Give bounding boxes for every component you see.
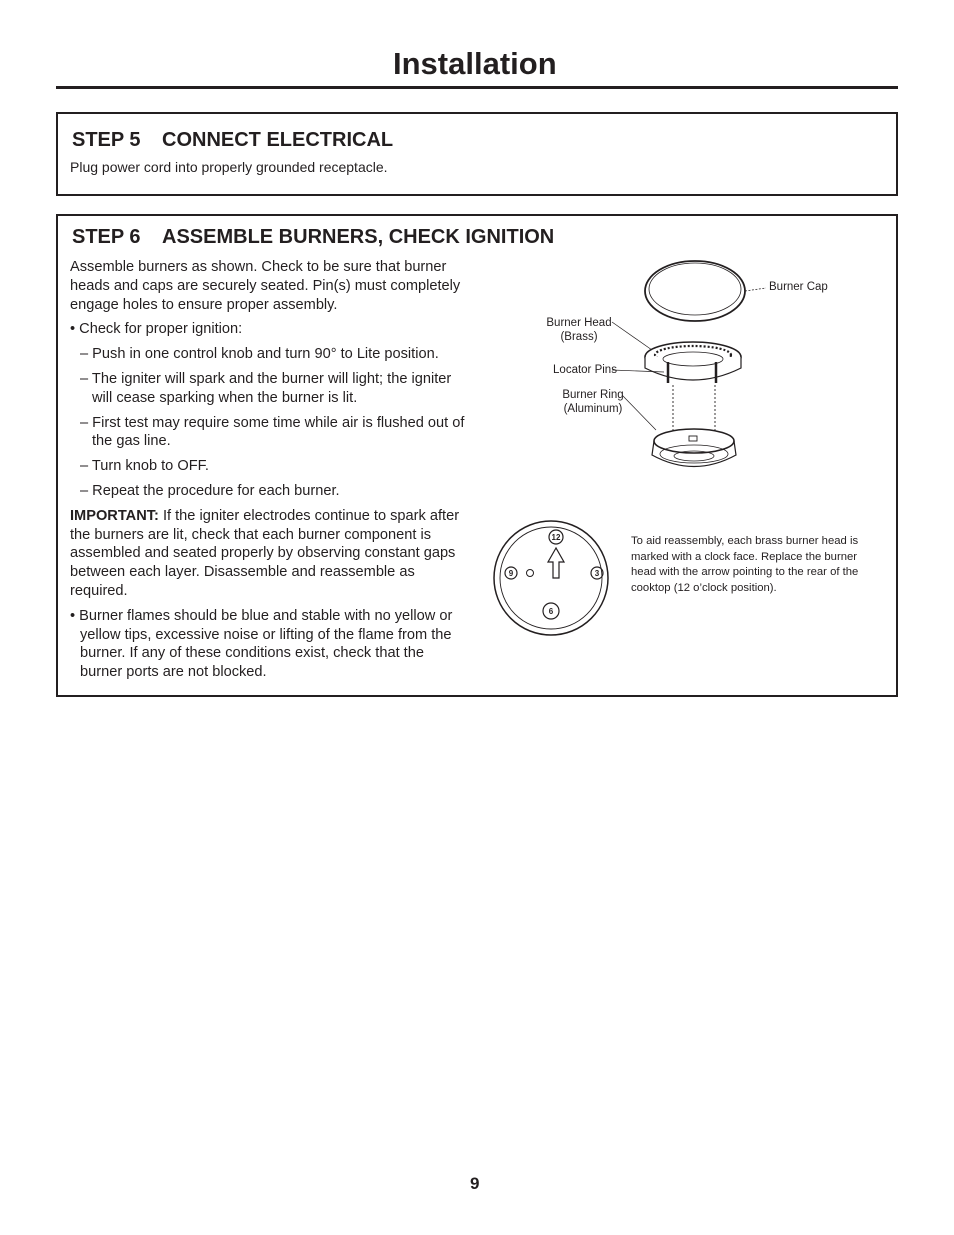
- important-paragraph: [70, 507, 470, 601]
- label-burner-head-line1: Burner Head: [546, 317, 612, 329]
- important-text: If the igniter electrodes continue to spark after the burners are lit, check that each burner component is assembled and seated properly by observing constant gaps between each layer. Disassemble and reassemble as required.: [70, 507, 460, 599]
- clock-mark-12: 12: [551, 533, 561, 542]
- step6-instructions: [70, 258, 470, 682]
- step5-heading: [72, 129, 393, 152]
- label-burner-head-line2: (Brass): [560, 331, 598, 343]
- label-burner-head: [543, 316, 615, 344]
- step6-intro: Assemble burners as shown. Check to be sure that burner heads and caps are securely seated. Pin(s) must completely engage holes to ensure proper assembly.: [70, 259, 461, 313]
- clock-mark-6: 6: [548, 607, 554, 616]
- dash-item: – Turn knob to OFF.: [80, 458, 209, 475]
- step5-box: [56, 112, 898, 196]
- step5-text: Plug power cord into properly grounded receptacle.: [70, 159, 388, 175]
- page-number: 9: [470, 1174, 480, 1193]
- dash-item: – Push in one control knob and turn 90° to Lite position.: [80, 346, 439, 363]
- label-burner-ring: [557, 388, 629, 416]
- flame-bullet: • Burner flames should be blue and stable with no yellow or yellow tips, excessive noise or lifting of the flame from the burner. If any of these conditions exist, check that the burner ports are not blocked.: [70, 607, 453, 681]
- clock-face-note: To aid reassembly, each brass burner head is marked with a clock face. Replace the burner head with the arrow pointing to the rear of the cooktop (12 o’clock position).: [631, 535, 859, 594]
- important-label: IMPORTANT:: [70, 507, 159, 524]
- dash-item: – The igniter will spark and the burner will light; the igniter will cease sparking when the burner is lit.: [80, 370, 452, 406]
- step6-title: ASSEMBLE BURNERS, CHECK IGNITION: [162, 226, 555, 248]
- step5-number: STEP 5: [72, 129, 141, 151]
- clock-mark-9: 9: [508, 569, 514, 578]
- dash-item: – Repeat the procedure for each burner.: [80, 482, 340, 499]
- clock-mark-3: 3: [594, 569, 600, 578]
- step6-heading: [72, 226, 554, 249]
- label-burner-ring-line1: Burner Ring: [562, 389, 624, 401]
- label-locator-pins: Locator Pins: [553, 364, 617, 376]
- step5-title: CONNECT ELECTRICAL: [162, 129, 394, 151]
- dash-item: – First test may require some time while air is flushed out of the gas line.: [80, 414, 465, 450]
- label-burner-cap: Burner Cap: [769, 281, 828, 293]
- page-title: Installation: [393, 46, 557, 81]
- label-burner-ring-line2: (Aluminum): [563, 403, 623, 415]
- ignition-bullet: • Check for proper ignition:: [70, 321, 243, 338]
- title-rule: [56, 86, 898, 89]
- step6-number: STEP 6: [72, 226, 141, 248]
